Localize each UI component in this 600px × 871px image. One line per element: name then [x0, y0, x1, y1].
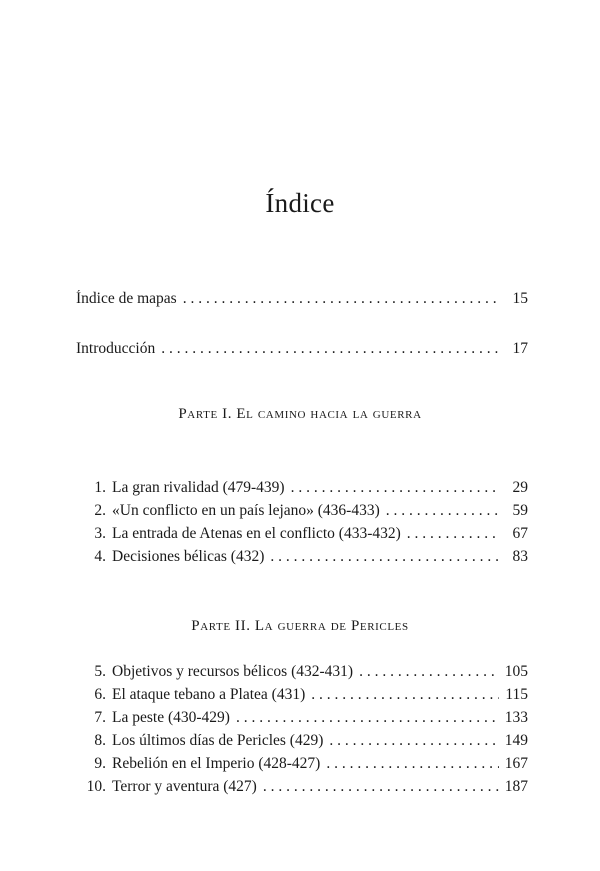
chapter-page: 115 [505, 686, 528, 703]
chapter-number: 6. [94, 686, 106, 703]
chapter-number: 5. [94, 663, 106, 680]
toc-entry-maps-index [76, 290, 528, 308]
chapter-number: 1. [94, 479, 106, 496]
chapter-number: 3. [94, 525, 106, 542]
chapter-number: 7. [94, 709, 106, 726]
chapter-number: 4. [94, 548, 106, 565]
toc-chapter-3 [82, 525, 528, 543]
chapter-label: Decisiones bélicas (432) [112, 548, 265, 565]
toc-chapter-1 [82, 479, 528, 497]
toc-chapter-9 [82, 755, 528, 773]
dot-leader [236, 709, 499, 727]
chapter-page: 105 [504, 663, 528, 680]
toc-chapter-7 [82, 709, 528, 727]
chapter-number: 10. [86, 778, 106, 795]
chapter-label: «Un conflicto en un país lejano» (436-433) [112, 502, 380, 519]
dot-leader [183, 290, 500, 308]
part-heading-2: Parte II. La guerra de Pericles [191, 618, 409, 634]
part-heading-1: Parte I. El camino hacia la guerra [178, 406, 422, 422]
chapter-page: 133 [504, 709, 528, 726]
dot-leader [329, 732, 498, 750]
dot-leader [263, 778, 499, 796]
chapter-page: 67 [512, 525, 528, 542]
toc-entry-label: Índice de mapas [76, 290, 177, 307]
chapter-page: 29 [512, 479, 528, 496]
dot-leader [407, 525, 500, 543]
toc-chapter-2 [82, 502, 528, 520]
toc-chapter-8 [82, 732, 528, 750]
chapter-label: La gran rivalidad (479-439) [112, 479, 285, 496]
chapter-label: El ataque tebano a Platea (431) [112, 686, 306, 703]
chapter-label: Los últimos días de Pericles (429) [112, 732, 324, 749]
chapter-page: 167 [504, 755, 528, 772]
toc-chapter-10 [82, 778, 528, 796]
toc-entry-page: 15 [512, 290, 528, 307]
dot-leader [291, 479, 500, 497]
chapter-page: 83 [512, 548, 528, 565]
toc-entry-label: Introducción [76, 340, 156, 357]
chapter-label: La peste (430-429) [112, 709, 230, 726]
dot-leader [270, 548, 500, 566]
chapter-label: Terror y aventura (427) [112, 778, 257, 795]
toc-entry-introduction [76, 340, 528, 358]
page-title: Índice [265, 188, 335, 218]
chapter-number: 2. [94, 502, 106, 519]
toc-entry-page: 17 [512, 340, 528, 357]
chapter-label: La entrada de Atenas en el conflicto (433-432) [112, 525, 401, 542]
chapter-number: 9. [94, 755, 106, 772]
dot-leader [359, 663, 499, 681]
dot-leader [311, 686, 499, 704]
toc-chapter-6 [82, 686, 528, 704]
chapter-label: Objetivos y recursos bélicos (432-431) [112, 663, 354, 680]
chapter-number: 8. [94, 732, 106, 749]
dot-leader [386, 502, 500, 520]
dot-leader [326, 755, 498, 773]
chapter-page: 149 [504, 732, 528, 749]
toc-chapter-4 [82, 548, 528, 566]
chapter-page: 59 [512, 502, 528, 519]
chapter-page: 187 [504, 778, 528, 795]
dot-leader [161, 340, 500, 358]
toc-chapter-5 [82, 663, 528, 681]
chapter-label: Rebelión en el Imperio (428-427) [112, 755, 321, 772]
